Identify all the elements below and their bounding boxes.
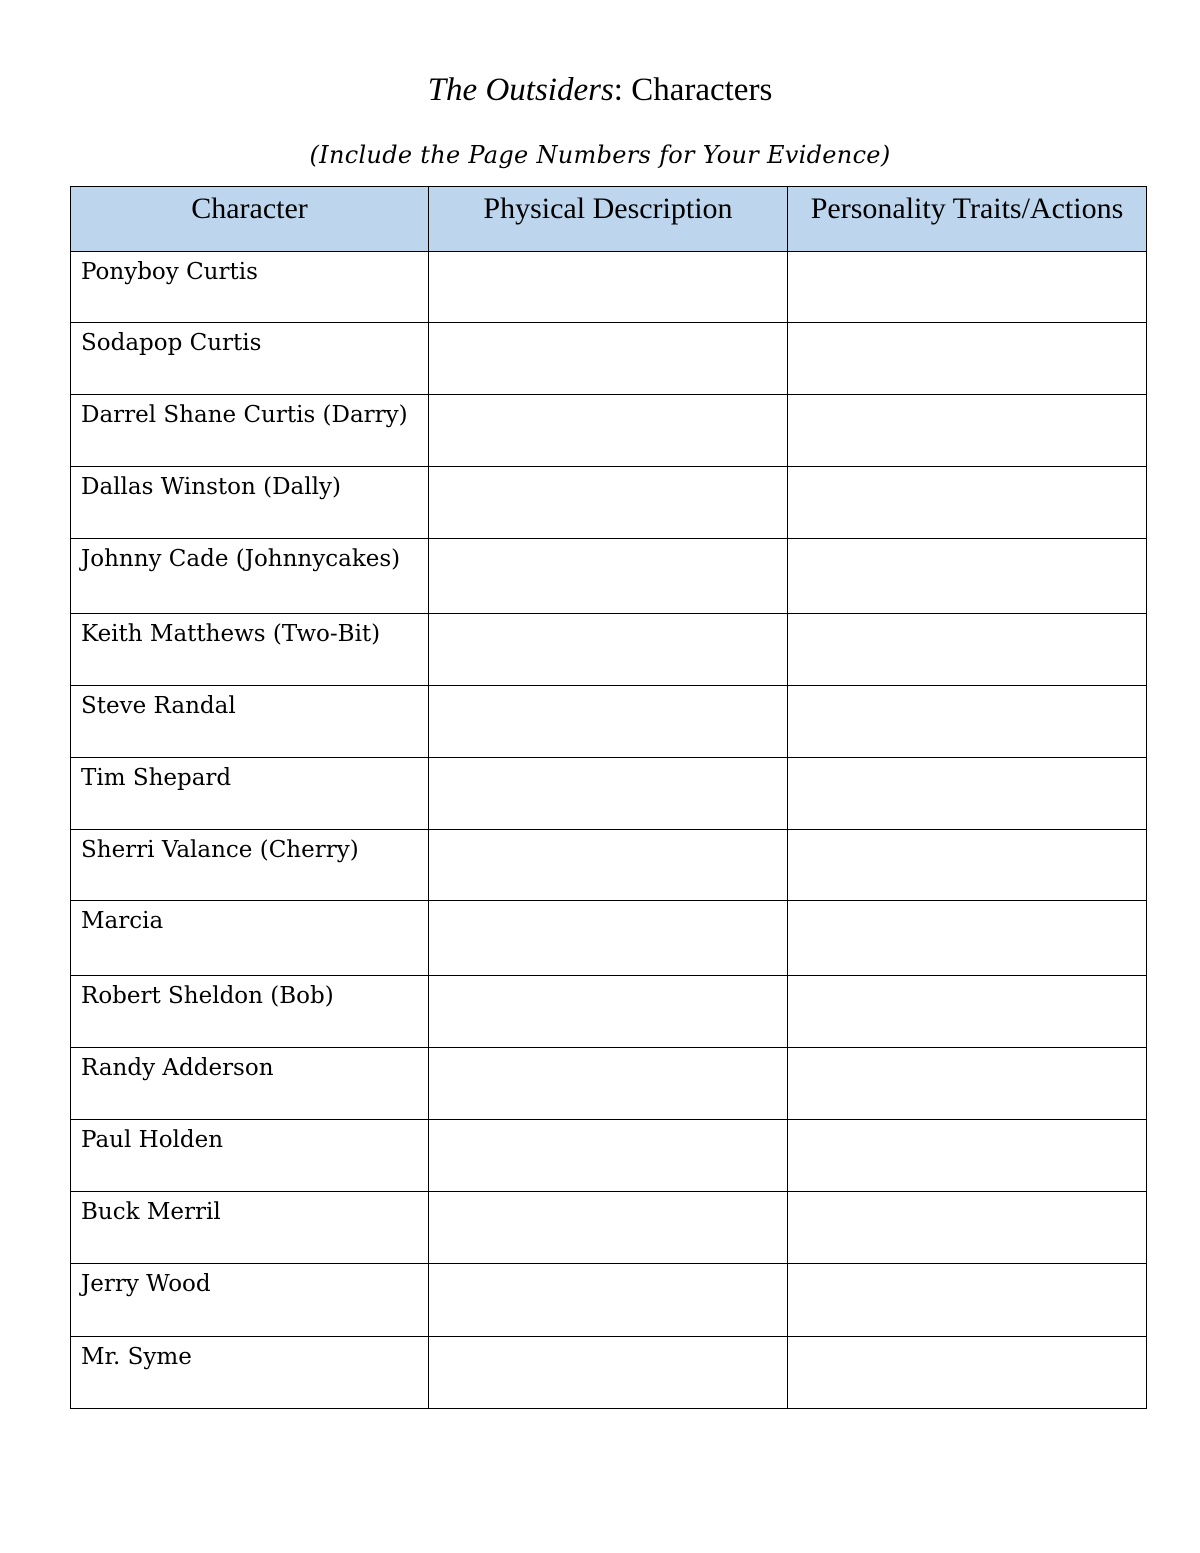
- personality-traits-cell[interactable]: [788, 1337, 1147, 1409]
- personality-traits-cell[interactable]: [788, 467, 1147, 539]
- physical-description-cell[interactable]: [429, 252, 788, 323]
- physical-description-cell[interactable]: [429, 614, 788, 686]
- personality-traits-cell[interactable]: [788, 758, 1147, 830]
- personality-traits-cell[interactable]: [788, 1120, 1147, 1192]
- character-name-cell: Ponyboy Curtis: [71, 252, 429, 323]
- table-row: [71, 395, 1147, 467]
- physical-description-cell[interactable]: [429, 976, 788, 1048]
- personality-traits-cell[interactable]: [788, 539, 1147, 614]
- physical-description-cell[interactable]: [429, 1264, 788, 1337]
- physical-description-cell[interactable]: [429, 467, 788, 539]
- column-header-personality-traits: Personality Traits/Actions: [788, 187, 1147, 252]
- character-name-cell: Robert Sheldon (Bob): [71, 976, 429, 1048]
- personality-traits-cell[interactable]: [788, 686, 1147, 758]
- table-row: [71, 323, 1147, 395]
- character-name-cell: Darrel Shane Curtis (Darry): [71, 395, 429, 467]
- character-name-cell: Randy Adderson: [71, 1048, 429, 1120]
- page-title: [0, 68, 1200, 112]
- personality-traits-cell[interactable]: [788, 395, 1147, 467]
- physical-description-cell[interactable]: [429, 1337, 788, 1409]
- character-name-cell: Mr. Syme: [71, 1337, 429, 1409]
- personality-traits-cell[interactable]: [788, 1264, 1147, 1337]
- table-row: [71, 467, 1147, 539]
- table-row: [71, 1337, 1147, 1409]
- book-title: The Outsiders: [427, 72, 614, 108]
- table-row: [71, 1192, 1147, 1264]
- character-name-cell: Buck Merril: [71, 1192, 429, 1264]
- character-name-cell: Keith Matthews (Two-Bit): [71, 614, 429, 686]
- physical-description-cell[interactable]: [429, 539, 788, 614]
- table-row: [71, 758, 1147, 830]
- personality-traits-cell[interactable]: [788, 1048, 1147, 1120]
- personality-traits-cell[interactable]: [788, 1192, 1147, 1264]
- table-row: [71, 830, 1147, 901]
- character-name-cell: Tim Shepard: [71, 758, 429, 830]
- table-row: [71, 1264, 1147, 1337]
- physical-description-cell[interactable]: [429, 901, 788, 976]
- table-row: [71, 901, 1147, 976]
- character-name-cell: Dallas Winston (Dally): [71, 467, 429, 539]
- physical-description-cell[interactable]: [429, 1048, 788, 1120]
- table-row: [71, 686, 1147, 758]
- table-row: [71, 1048, 1147, 1120]
- title-suffix: : Characters: [613, 72, 773, 108]
- physical-description-cell[interactable]: [429, 1192, 788, 1264]
- table-row: [71, 252, 1147, 323]
- table-row: [71, 614, 1147, 686]
- physical-description-cell[interactable]: [429, 395, 788, 467]
- personality-traits-cell[interactable]: [788, 614, 1147, 686]
- character-name-cell: Paul Holden: [71, 1120, 429, 1192]
- personality-traits-cell[interactable]: [788, 252, 1147, 323]
- character-name-cell: Sherri Valance (Cherry): [71, 830, 429, 901]
- physical-description-cell[interactable]: [429, 1120, 788, 1192]
- personality-traits-cell[interactable]: [788, 323, 1147, 395]
- table-row: [71, 1120, 1147, 1192]
- personality-traits-cell[interactable]: [788, 830, 1147, 901]
- table-row: [71, 976, 1147, 1048]
- table-header-row: [71, 187, 1147, 252]
- character-name-cell: Jerry Wood: [71, 1264, 429, 1337]
- physical-description-cell[interactable]: [429, 830, 788, 901]
- character-name-cell: Steve Randal: [71, 686, 429, 758]
- character-table: [70, 186, 1147, 1409]
- personality-traits-cell[interactable]: [788, 901, 1147, 976]
- column-header-character: Character: [71, 187, 429, 252]
- character-name-cell: Sodapop Curtis: [71, 323, 429, 395]
- personality-traits-cell[interactable]: [788, 976, 1147, 1048]
- physical-description-cell[interactable]: [429, 758, 788, 830]
- physical-description-cell[interactable]: [429, 323, 788, 395]
- physical-description-cell[interactable]: [429, 686, 788, 758]
- table-row: [71, 539, 1147, 614]
- column-header-physical-description: Physical Description: [429, 187, 788, 252]
- character-name-cell: Johnny Cade (Johnnycakes): [71, 539, 429, 614]
- character-name-cell: Marcia: [71, 901, 429, 976]
- page-subtitle: (Include the Page Numbers for Your Evidence): [309, 141, 891, 169]
